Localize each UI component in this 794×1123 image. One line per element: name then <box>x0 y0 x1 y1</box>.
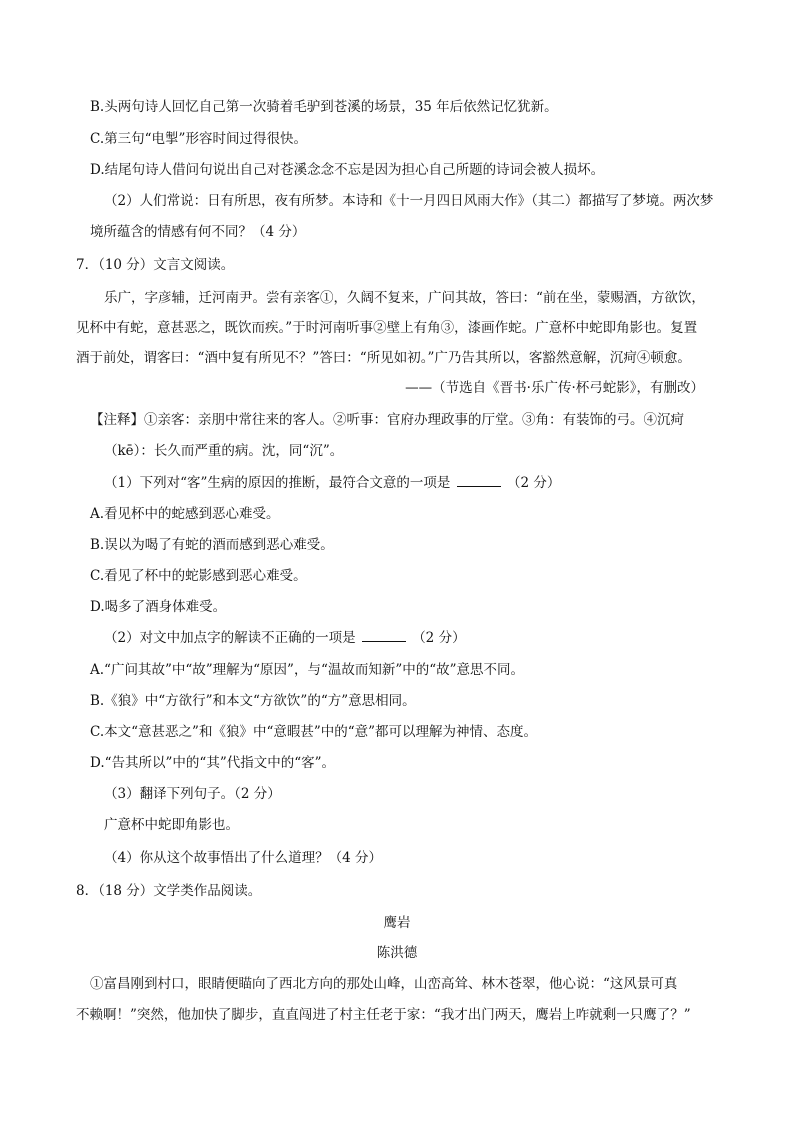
q7-notes-line1: 【注释】①亲客：亲朋中常往来的客人。②听事：官府办理政事的厅堂。③角：有装饰的弓。④沉疴 <box>90 412 684 428</box>
answer-blank <box>362 629 406 642</box>
answer-blank <box>457 474 501 487</box>
q6-option-c: C.第三句“电掣”形容时间过得很快。 <box>90 131 307 147</box>
q7-sub2-option-d: D.“告其所以”中的“其”代指文中的“客”。 <box>90 755 336 771</box>
q7-sub2-option-a: A.“广问其故”中“故”理解为“原因”，与“温故而知新”中的“故”意思不同。 <box>90 662 525 678</box>
q7-sub3-question: （3）翻译下列句子。（2 分） <box>104 786 281 802</box>
q7-sub3-sentence: 广意杯中蛇即角影也。 <box>104 817 239 833</box>
q7-sub2-prefix: （2）对文中加点字的解读不正确的一项是 <box>104 630 356 646</box>
q8-heading: 8．（18 分）文学类作品阅读。 <box>76 883 262 899</box>
q7-sub1-prefix: （1）下列对“客”生病的原因的推断，最符合文意的一项是 <box>104 475 451 491</box>
q6-option-b: B.头两句诗人回忆自己第一次骑着毛驴到苍溪的场景，35 年后依然记忆犹新。 <box>90 99 558 115</box>
q7-sub2-suffix: （2 分） <box>412 630 466 646</box>
q7-sub2-option-b: B.《狼》中“方欲行”和本文“方欲饮”的“方”意思相同。 <box>90 693 416 709</box>
q6-sub2-line2: 境所蕴含的情感有何不同？（4 分） <box>90 224 306 240</box>
q7-sub1-option-c: C.看见了杯中的蛇影感到恶心难受。 <box>90 568 307 584</box>
q7-sub1-suffix: （2 分） <box>507 475 561 491</box>
q8-para1-line1: ①富昌刚到村口，眼睛便瞄向了西北方向的那处山峰，山峦高耸、林木苍翠，他心说：“这风景可真 <box>90 976 678 992</box>
q6-sub2-line1: （2）人们常说：日有所思，夜有所梦。本诗和《十一月四日风雨大作》（其二）都描写了梦境。两次梦 <box>104 193 714 209</box>
q7-sub1-question <box>104 473 560 493</box>
q7-sub4-question: （4）你从这个故事悟出了什么道理？（4 分） <box>104 850 382 866</box>
q8-para1-line2: 不赖啊！”突然，他加快了脚步，直直闯进了村主任老于家：“我才出门两天，鹰岩上咋就剩一只鹰了？” <box>76 1007 691 1023</box>
q7-passage-line3: 酒于前处，谓客曰：“酒中复有所见不？”答曰：“所见如初。”广乃告其所以，客豁然意解，沉疴④顿愈。 <box>76 350 691 366</box>
q7-heading: 7．（10 分）文言文阅读。 <box>76 257 235 273</box>
q8-story-title: 鹰岩 <box>383 915 411 931</box>
q8-story-author: 陈洪德 <box>376 945 418 961</box>
q7-sub1-option-a: A.看见杯中的蛇感到恶心难受。 <box>90 506 280 522</box>
q7-passage-line1: 乐广，字彦辅，迁河南尹。尝有亲客①，久阔不复来，广问其故，答曰：“前在坐，蒙赐酒，方欲饮， <box>104 290 705 306</box>
q7-passage-line2: 见杯中有蛇，意甚恶之，既饮而疾。”于时河南听事②壁上有角③，漆画作蛇。广意杯中蛇即角影也。复置 <box>76 320 698 336</box>
q7-sub1-option-b: B.误以为喝了有蛇的酒而感到恶心难受。 <box>90 537 334 553</box>
q6-option-d: D.结尾句诗人借问句说出自己对苍溪念念不忘是因为担心自己所题的诗词会被人损坏。 <box>90 162 605 178</box>
q7-source: ——（节选自《晋书·乐广传·杯弓蛇影》，有删改） <box>405 380 704 396</box>
q7-sub2-question <box>104 628 466 648</box>
q7-sub2-option-c: C.本文“意甚恶之”和《狼》中“意暇甚”中的“意”都可以理解为神情、态度。 <box>90 724 538 740</box>
q7-sub1-option-d: D.喝多了酒身体难受。 <box>90 599 227 615</box>
q7-notes-line2: （kē）：长久而严重的病。沈，同“沉”。 <box>104 443 344 459</box>
